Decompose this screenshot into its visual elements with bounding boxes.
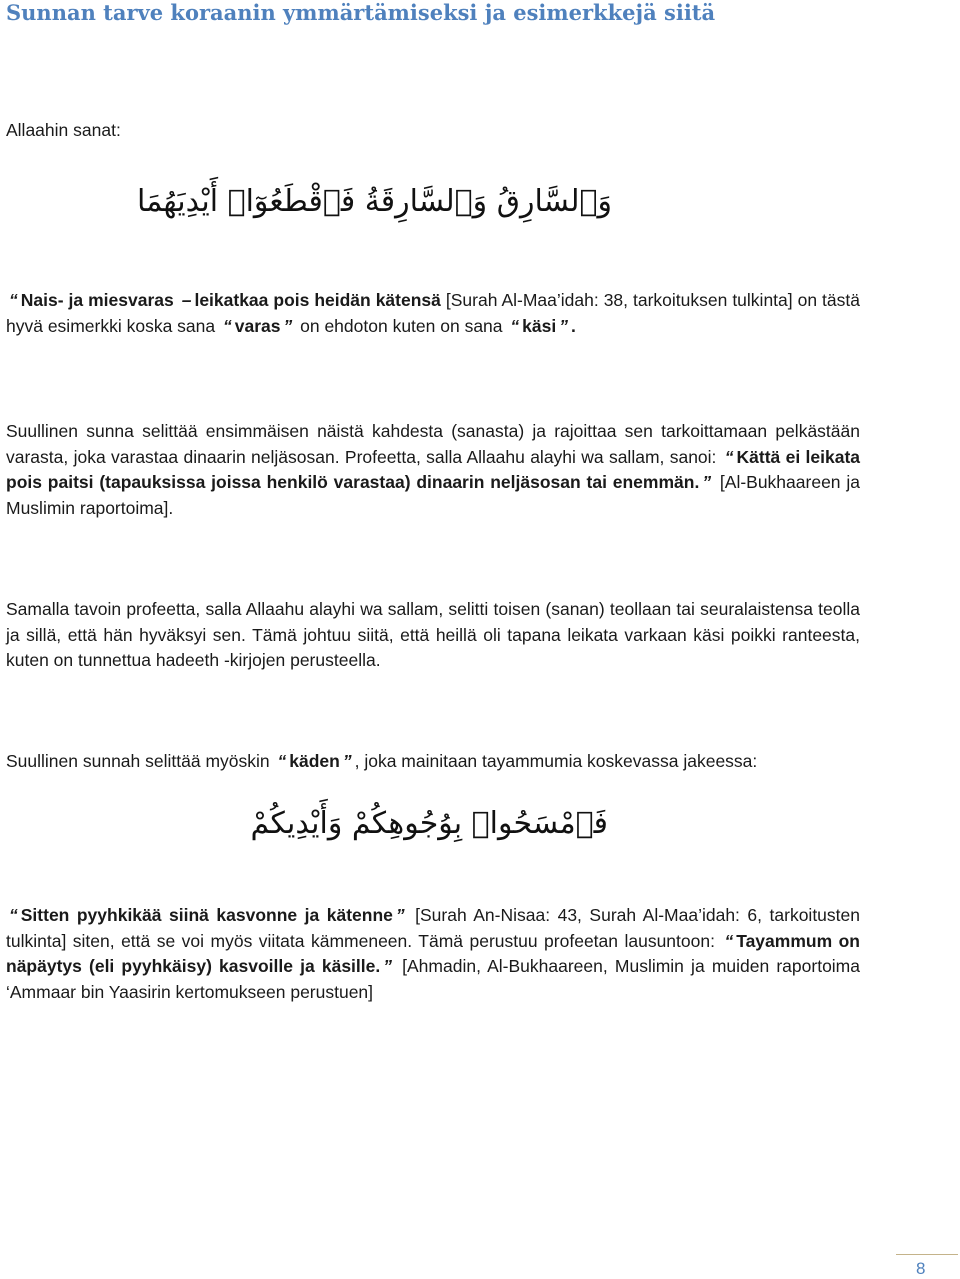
quote-bold-1: Nais- ja miesvaras (20, 290, 174, 310)
quote-bold-2: leikatkaa pois heidän kätensä (194, 290, 441, 310)
quote-mark: “ (724, 446, 734, 467)
page-number: 8 (916, 1259, 926, 1278)
quote-mark: “ (9, 905, 18, 925)
paragraph-5 (6, 903, 860, 1006)
quote-bold-verse: Sitten pyyhkikää siinä kasvonne ja kätenne (20, 905, 393, 925)
word-kaden: käden (289, 751, 340, 771)
quote-mark: ” (283, 315, 293, 336)
quote-mark: “ (223, 315, 232, 336)
paragraph-3: Samalla tavoin profeetta, salla Allaahu alayhi wa sallam, selitti toisen (sanan) teollaan tai seuralaistensa teolla ja sillä, että hän hyväksyi sen. Tämä johtuu siitä, että heillä oli tapana leikata varkaan käsi poikki ranteesta, kuten on tunnettua hadeeth -kirjojen perusteella. (6, 599, 860, 671)
page-title: Sunnan tarve koraanin ymmärtämiseksi ja esimerkkejä siitä (6, 0, 716, 25)
paragraph-1 (6, 288, 860, 339)
arabic-verse-1: وَٱلسَّارِقُ وَٱلسَّارِقَةُ فَٱقْطَعُوٓا۟ أَيْدِيَهُمَا (136, 184, 612, 219)
quote-mark: “ (724, 930, 734, 951)
paragraph-4-text-2: , joka mainitaan tayammumia koskevassa jakeessa: (354, 751, 758, 771)
paragraph-4 (6, 749, 860, 775)
word-kasi: käsi (522, 315, 557, 336)
quote-mark: “ (510, 315, 520, 336)
quote-mark: ” (395, 905, 405, 925)
arabic-verse-2: فَٱمْسَحُوا۟ بِوُجُوهِكُمْ وَأَيْدِيكُمْ (250, 806, 608, 841)
paragraph-2-text-2: [Al-Bukhaareen ja Muslimin raportoima]. (6, 472, 860, 519)
quote-mark: “ (277, 751, 287, 771)
quote-mark: – (181, 290, 192, 310)
paragraph-5-text-1: [Surah An-Nisaa: 43, Surah Al-Maa’idah: 6, tarkoitusten tulkinta] siten, että se voi myös viitata kämmeneen. Tämä perustuu profeetan lausuntoon: (6, 905, 860, 951)
quote-mark: ” (342, 751, 352, 771)
quote-mark: ” (702, 472, 712, 493)
footer-rule (896, 1254, 958, 1255)
intro-line: Allaahin sanat: (6, 120, 121, 140)
word-varas: varas (234, 315, 281, 336)
quote-mark: “ (9, 290, 18, 310)
hadith-quote: Kättä ei leikata pois paitsi (tapauksissa joissa henkilö varastaa) dinaarin neljäsosan tai enemmän. (6, 446, 861, 493)
paragraph-1-text-2: on ehdoton kuten on sana (300, 315, 503, 336)
quote-bold-hadith: Tayammum on näpäytys (eli pyyhkäisy) kasvoille ja käsille. (6, 930, 860, 977)
paragraph-5-text-2: [Ahmadin, Al-Bukhaareen, Muslimin ja muiden raportoima ‘Ammaar bin Yaasirin kertomukseen perustuen] (6, 956, 860, 1003)
paragraph-1-text-3: . (570, 315, 576, 336)
quote-mark: ” (383, 956, 392, 977)
quote-mark: ” (559, 315, 568, 336)
paragraph-1-text-1: [Surah Al-Maa’idah: 38, tarkoituksen tulkinta] on tästä hyvä esimerkki koska sana (6, 290, 860, 336)
paragraph-2 (6, 419, 860, 522)
paragraph-4-text-1: Suullinen sunnah selittää myöskin (6, 751, 270, 771)
paragraph-2-text-1: Suullinen sunna selittää ensimmäisen näistä kahdesta (sanasta) ja rajoittaa sen tarkoittamaan pelkästään varasta, joka varastaa dinaarin neljäsosan. Profeetta, salla Allaahu alayhi wa sallam, sanoi: (6, 421, 860, 467)
